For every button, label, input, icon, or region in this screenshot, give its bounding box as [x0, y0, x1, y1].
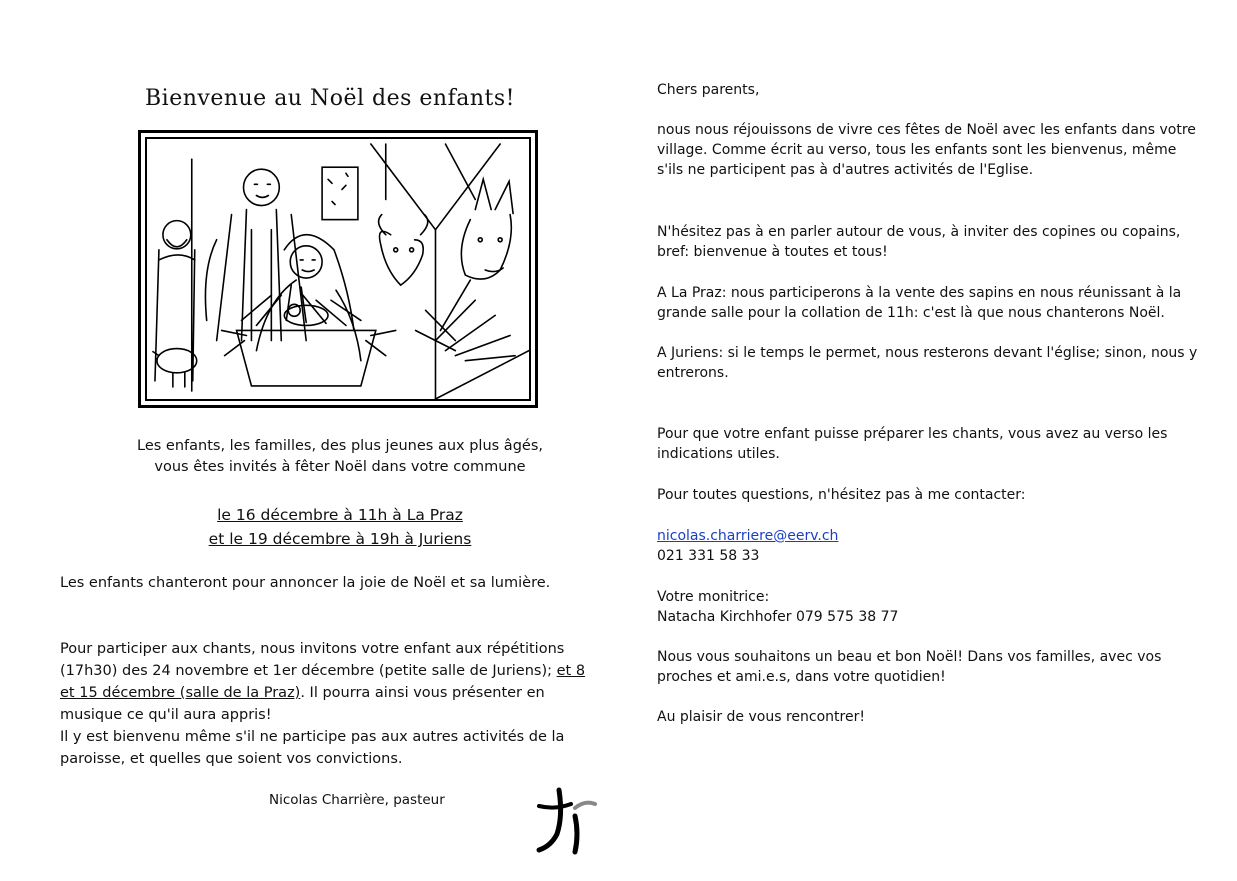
paragraph-juriens: A Juriens: si le temps le permet, nous resterons devant l'église; sinon, nous y entrerons. — [657, 345, 1198, 381]
date-line-1: le 16 décembre à 11h à La Praz — [217, 506, 463, 524]
monitrice-label: Votre monitrice: — [657, 589, 770, 605]
nativity-scene-illustration — [138, 130, 538, 408]
rehearsals-text-c: Il y est bienvenu même s'il ne participe pas aux autres activités de la paroisse, et quelles que soient vos convictions. — [60, 729, 565, 767]
phone-number: 021 331 58 33 — [657, 548, 760, 564]
paragraph-intro: nous nous réjouissons de vivre ces fêtes de Noël avec les enfants dans votre village. Comme écrit au verso, tous les enfants sont les bienvenus, même s'ils ne participent pas à d'autres activités de l'Eglise. — [657, 122, 1196, 178]
church-cross-logo-icon — [535, 786, 599, 856]
rehearsals-text-a: Pour participer aux chants, nous invitons votre enfant aux répétitions (17h30) des 24 novembre et 1er décembre (petite salle de Juriens); — [60, 641, 565, 679]
paragraph-la-praz: A La Praz: nous participerons à la vente des sapins en nous réunissant à la grande salle pour la collation de 11h: c'est là que nous chanterons Noël. — [657, 285, 1182, 321]
page-title: Bienvenue au Noël des enfants! — [145, 86, 515, 111]
invite-line-2: vous êtes invités à fêter Noël dans votre commune — [154, 459, 526, 475]
greeting: Chers parents, — [657, 82, 760, 98]
invite-line-1: Les enfants, les familles, des plus jeunes aux plus âgés, — [137, 438, 543, 454]
nativity-drawing — [147, 139, 529, 399]
date-line-2: et le 19 décembre à 19h à Juriens — [208, 530, 472, 548]
closing: Au plaisir de vous rencontrer! — [657, 709, 865, 725]
paragraph-rehearsals — [60, 638, 600, 770]
paragraph-contact: Pour toutes questions, n'hésitez pas à me contacter: — [657, 487, 1026, 503]
invitation-text — [80, 436, 600, 478]
paragraph-singing: Les enfants chanteront pour annoncer la joie de Noël et sa lumière. — [60, 575, 551, 591]
contact-info — [657, 526, 1202, 566]
signature: Nicolas Charrière, pasteur — [269, 792, 445, 808]
event-dates — [80, 503, 600, 551]
monitrice-info — [657, 587, 1202, 627]
paragraph-invite-friends: N'hésitez pas à en parler autour de vous, à inviter des copines ou copains, bref: bienvenue à toutes et tous! — [657, 224, 1181, 260]
email-link[interactable]: nicolas.charriere@eerv.ch — [657, 528, 839, 544]
rehearsals-text-b: . Il pourra ainsi vous présenter en musique ce qu'il aura appris! — [60, 685, 545, 723]
monitrice-name: Natacha Kirchhofer 079 575 38 77 — [657, 609, 899, 625]
paragraph-wishes: Nous vous souhaitons un beau et bon Noël! Dans vos familles, avec vos proches et ami.e.s, dans votre quotidien! — [657, 649, 1162, 685]
paragraph-preparation: Pour que votre enfant puisse préparer les chants, vous avez au verso les indications utiles. — [657, 426, 1168, 462]
rehearsals-underlined: et 8 et 15 décembre (salle de la Praz) — [60, 663, 586, 701]
